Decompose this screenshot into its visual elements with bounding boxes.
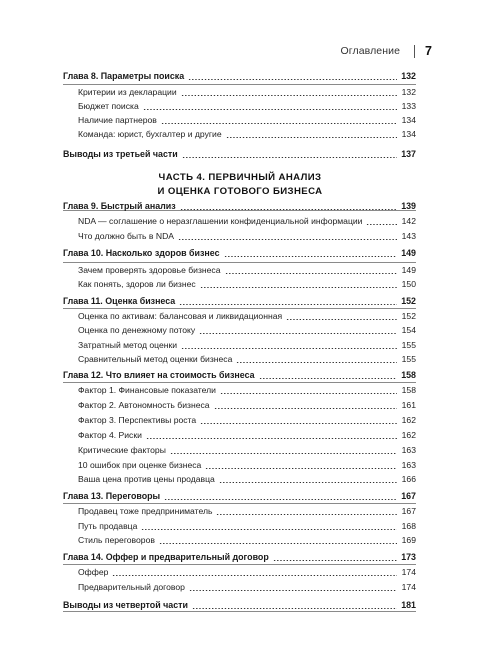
toc-section-entry[interactable] <box>78 311 416 322</box>
toc-section-entry[interactable] <box>78 445 416 456</box>
toc-entry-page-number: 174 <box>401 567 416 577</box>
dot-leader <box>205 468 397 469</box>
toc-entry-title: Что должно быть в NDA <box>78 231 175 241</box>
toc-entry-title: Бюджет поиска <box>78 101 139 111</box>
toc-entry-page-number: 132 <box>401 87 416 97</box>
dot-leader <box>192 608 397 609</box>
toc-chapter-entry[interactable] <box>63 201 416 212</box>
dot-leader <box>181 348 397 349</box>
toc-section-entry[interactable] <box>78 231 416 242</box>
toc-entry-title: Зачем проверять здоровье бизнеса <box>78 265 221 275</box>
toc-section-entry[interactable] <box>78 474 416 485</box>
toc-section-entry[interactable] <box>78 567 416 578</box>
dot-leader <box>259 378 397 379</box>
chapter-rule <box>63 564 416 565</box>
dot-leader <box>141 529 397 530</box>
toc-entry-title: Сравнительный метод оценки бизнеса <box>78 354 233 364</box>
toc-entry-page-number: 133 <box>401 101 416 111</box>
toc-entry-title: Фактор 4. Риски <box>78 430 142 440</box>
toc-entry-page-number: 168 <box>401 521 416 531</box>
toc-entry-page-number: 181 <box>401 600 416 610</box>
chapter-rule <box>63 382 416 383</box>
dot-leader <box>112 575 397 576</box>
toc-entry-title: Наличие партнеров <box>78 115 157 125</box>
toc-entry-page-number: 163 <box>401 445 416 455</box>
dot-leader <box>170 453 397 454</box>
toc-entry-page-number: 143 <box>401 231 416 241</box>
toc-entry-page-number: 174 <box>401 582 416 592</box>
toc-section-entry[interactable] <box>78 101 416 112</box>
toc-entry-page-number: 152 <box>401 296 416 306</box>
chapter-rule <box>63 611 416 612</box>
dot-leader <box>286 319 397 320</box>
dot-leader <box>161 123 397 124</box>
toc-entry-title: Стиль переговоров <box>78 535 155 545</box>
toc-entry-title: Выводы из третьей части <box>63 149 178 159</box>
chapter-rule <box>63 503 416 504</box>
toc-section-entry[interactable] <box>78 354 416 365</box>
dot-leader <box>180 209 397 210</box>
toc-entry-title: Глава 11. Оценка бизнеса <box>63 296 176 306</box>
toc-entry-page-number: 155 <box>401 354 416 364</box>
toc-entry-title: Предварительный договор <box>78 582 185 592</box>
toc-entry-title: Критерии из декларации <box>78 87 177 97</box>
toc-entry-page-number: 169 <box>401 535 416 545</box>
toc-entry-page-number: 155 <box>401 340 416 350</box>
toc-entry-title: Путь продавца <box>78 521 138 531</box>
dot-leader <box>224 256 397 257</box>
dot-leader <box>273 560 397 561</box>
toc-section-entry[interactable] <box>78 129 416 140</box>
toc-section-entry[interactable] <box>78 216 416 227</box>
toc-chapter-entry[interactable] <box>63 370 416 381</box>
page-number: 7 <box>425 44 432 58</box>
part-4-heading-line-2: И ОЦЕНКА ГОТОВОГО БИЗНЕСА <box>157 186 323 197</box>
toc-entry-page-number: 152 <box>401 311 416 321</box>
dot-leader <box>236 362 397 363</box>
toc-section-entry[interactable] <box>78 521 416 532</box>
toc-entry-page-number: 162 <box>401 430 416 440</box>
dot-leader <box>182 157 397 158</box>
toc-entry-page-number: 158 <box>401 385 416 395</box>
toc-entry-page-number: 149 <box>401 265 416 275</box>
toc-entry-page-number: 150 <box>401 279 416 289</box>
toc-section-entry[interactable] <box>78 87 416 98</box>
toc-entry-title: Оффер <box>78 567 109 577</box>
toc-section-entry[interactable] <box>78 115 416 126</box>
toc-entry-title: Как понять, здоров ли бизнес <box>78 279 196 289</box>
chapter-rule <box>63 262 416 263</box>
toc-chapter-entry[interactable] <box>63 71 416 82</box>
dot-leader <box>226 137 397 138</box>
toc-entry-title: Оценка по активам: балансовая и ликвидационная <box>78 311 283 321</box>
dot-leader <box>200 287 397 288</box>
dot-leader <box>199 333 397 334</box>
toc-entry-page-number: 139 <box>401 201 416 211</box>
toc-section-entry[interactable] <box>78 325 416 336</box>
toc-entry-title: Глава 12. Что влияет на стоимость бизнеса <box>63 370 255 380</box>
toc-entry-title: NDA — соглашение о неразглашении конфиденциальной информации <box>78 216 363 226</box>
dot-leader <box>188 79 397 80</box>
toc-entry-title: Глава 8. Параметры поиска <box>63 71 185 81</box>
toc-chapter-entry[interactable] <box>63 296 416 307</box>
dot-leader <box>178 239 397 240</box>
toc-entry-title: Ваша цена против цены продавца <box>78 474 215 484</box>
part-4-heading-line-1: ЧАСТЬ 4. ПЕРВИЧНЫЙ АНАЛИЗ <box>158 172 322 183</box>
toc-section-entry[interactable] <box>78 415 416 426</box>
toc-section-entry[interactable] <box>78 340 416 351</box>
dot-leader <box>220 393 397 394</box>
toc-chapter-entry[interactable] <box>63 600 416 611</box>
toc-section-entry[interactable] <box>78 385 416 396</box>
running-header-title: Оглавление <box>340 45 401 57</box>
dot-leader <box>143 109 397 110</box>
toc-entry-page-number: 142 <box>401 216 416 226</box>
toc-entry-page-number: 132 <box>401 71 416 81</box>
toc-section-entry[interactable] <box>78 582 416 593</box>
chapter-rule <box>63 308 416 309</box>
dot-leader <box>366 224 397 225</box>
toc-section-entry[interactable] <box>78 535 416 546</box>
toc-chapter-entry[interactable] <box>63 491 416 502</box>
dot-leader <box>200 423 397 424</box>
toc-entry-title: Фактор 1. Финансовые показатели <box>78 385 216 395</box>
toc-entry-page-number: 158 <box>401 370 416 380</box>
toc-entry-title: Фактор 3. Перспективы роста <box>78 415 197 425</box>
dot-leader <box>216 514 397 515</box>
dot-leader <box>219 482 397 483</box>
toc-entry-page-number: 167 <box>401 506 416 516</box>
toc-entry-page-number: 162 <box>401 415 416 425</box>
toc-entry-title: Глава 14. Оффер и предварительный договор <box>63 552 269 562</box>
toc-entry-title: Критические факторы <box>78 445 166 455</box>
toc-section-entry[interactable] <box>78 400 416 411</box>
toc-entry-title: Продавец тоже предприниматель <box>78 506 213 516</box>
dot-leader <box>179 304 397 305</box>
toc-section-entry[interactable] <box>78 265 416 276</box>
toc-entry-page-number: 167 <box>401 491 416 501</box>
toc-entry-title: Затратный метод оценки <box>78 340 178 350</box>
toc-entry-title: Глава 13. Переговоры <box>63 491 161 501</box>
toc-chapter-entry[interactable] <box>63 248 416 259</box>
toc-section-entry[interactable] <box>78 279 416 290</box>
toc-entry-title: Глава 9. Быстрый анализ <box>63 201 176 211</box>
toc-entry-page-number: 163 <box>401 460 416 470</box>
toc-section-entry[interactable] <box>78 460 416 471</box>
toc-entry-page-number: 137 <box>401 149 416 159</box>
toc-entry-page-number: 149 <box>401 248 416 258</box>
toc-entry-title: Выводы из четвертой части <box>63 600 188 610</box>
toc-entry-title: 10 ошибок при оценке бизнеса <box>78 460 202 470</box>
dot-leader <box>159 543 397 544</box>
dot-leader <box>164 499 397 500</box>
chapter-rule <box>63 84 416 85</box>
toc-entry-title: Фактор 2. Автономность бизнеса <box>78 400 210 410</box>
toc-chapter-entry[interactable] <box>63 149 416 160</box>
dot-leader <box>225 273 397 274</box>
toc-entry-page-number: 161 <box>401 400 416 410</box>
dot-leader <box>181 95 397 96</box>
toc-section-entry[interactable] <box>78 430 416 441</box>
toc-entry-page-number: 154 <box>401 325 416 335</box>
toc-entry-page-number: 134 <box>401 129 416 139</box>
toc-section-entry[interactable] <box>78 506 416 517</box>
toc-chapter-entry[interactable] <box>63 552 416 563</box>
toc-entry-page-number: 173 <box>401 552 416 562</box>
toc-entry-title: Команда: юрист, бухгалтер и другие <box>78 129 222 139</box>
toc-entry-page-number: 166 <box>401 474 416 484</box>
dot-leader <box>189 590 397 591</box>
dot-leader <box>146 438 397 439</box>
toc-entry-page-number: 134 <box>401 115 416 125</box>
toc-entry-title: Глава 10. Насколько здоров бизнес <box>63 248 220 258</box>
dot-leader <box>214 408 397 409</box>
toc-entry-title: Оценка по денежному потоку <box>78 325 196 335</box>
